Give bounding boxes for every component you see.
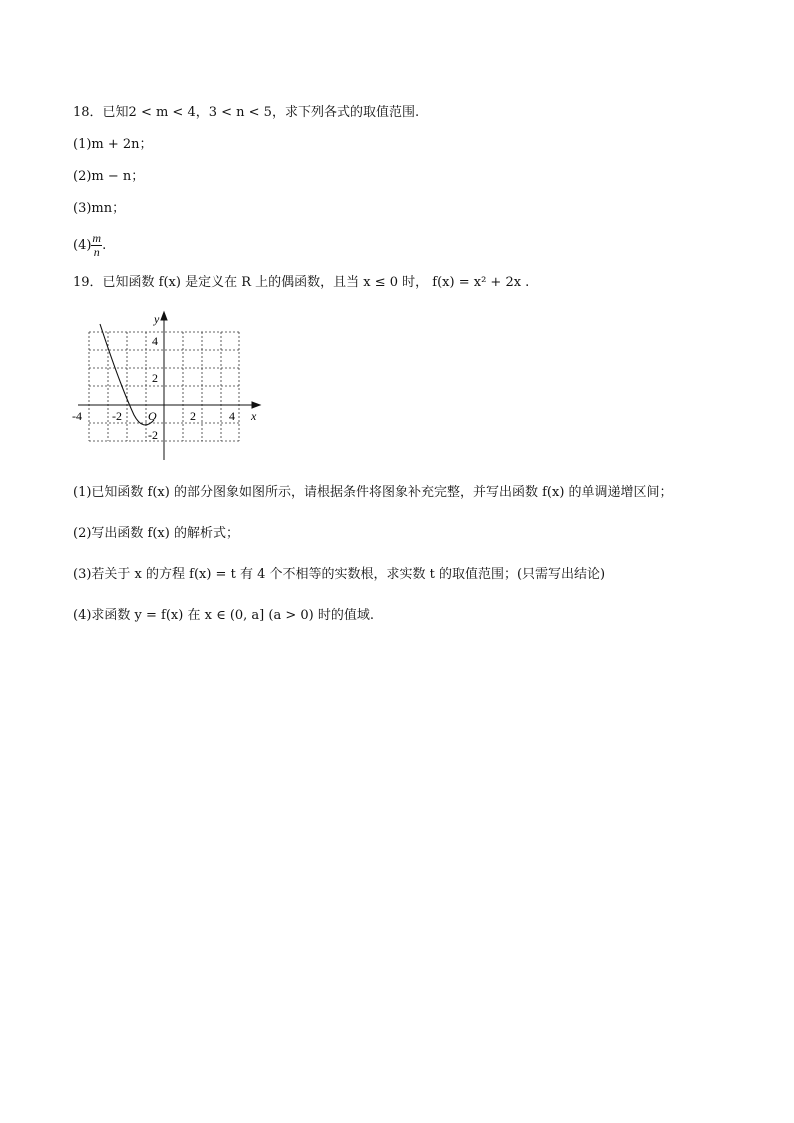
fraction-denominator: n [93, 245, 100, 259]
q19-part-4: (4)求函数 y = f(x) 在 x ∈ (0, a] (a > 0) 时的值域. [73, 608, 374, 623]
q19-stem: 19．已知函数 f(x) 是定义在 R 上的偶函数，且当 x ≤ 0 时， f(x) = x² + 2x . [73, 275, 530, 290]
origin-label: O [148, 409, 157, 423]
x-tick-label: -4 [72, 409, 82, 423]
y-axis-label: y [154, 312, 160, 326]
y-tick-label: 2 [152, 371, 158, 385]
q18-part-4 [73, 232, 106, 259]
q18-part-4-prefix: (4) [73, 238, 92, 253]
q19-part-1: (1)已知函数 f(x) 的部分图象如图所示，请根据条件将图象补充完整，并写出函数 f(x) 的单调递增区间； [73, 485, 673, 500]
q18-part-1: (1)m + 2n； [73, 137, 153, 152]
q18-part-3: (3)mn； [73, 201, 126, 216]
function-graph-figure [72, 310, 272, 460]
q18-part-2: (2)m − n； [73, 169, 145, 184]
y-tick-label: -2 [148, 428, 158, 442]
q19-part-2: (2)写出函数 f(x) 的解析式； [73, 526, 239, 541]
fraction-m-over-n [91, 232, 102, 259]
fraction-numerator: m [92, 231, 102, 245]
q18-part-4-suffix: . [102, 238, 107, 253]
x-tick-label: 2 [190, 409, 196, 423]
q18-stem: 18．已知2 < m < 4，3 < n < 5，求下列各式的取值范围. [73, 105, 420, 120]
q19-part-3: (3)若关于 x 的方程 f(x) = t 有 4 个不相等的实数根，求实数 t 的取值范围；(只需写出结论) [73, 567, 606, 582]
x-axis-label: x [251, 409, 257, 423]
y-axis-arrow [161, 312, 167, 320]
x-tick-label: 4 [229, 409, 235, 423]
x-tick-label: -2 [112, 409, 122, 423]
y-tick-label: 4 [152, 334, 158, 348]
x-axis-arrow [252, 402, 260, 408]
